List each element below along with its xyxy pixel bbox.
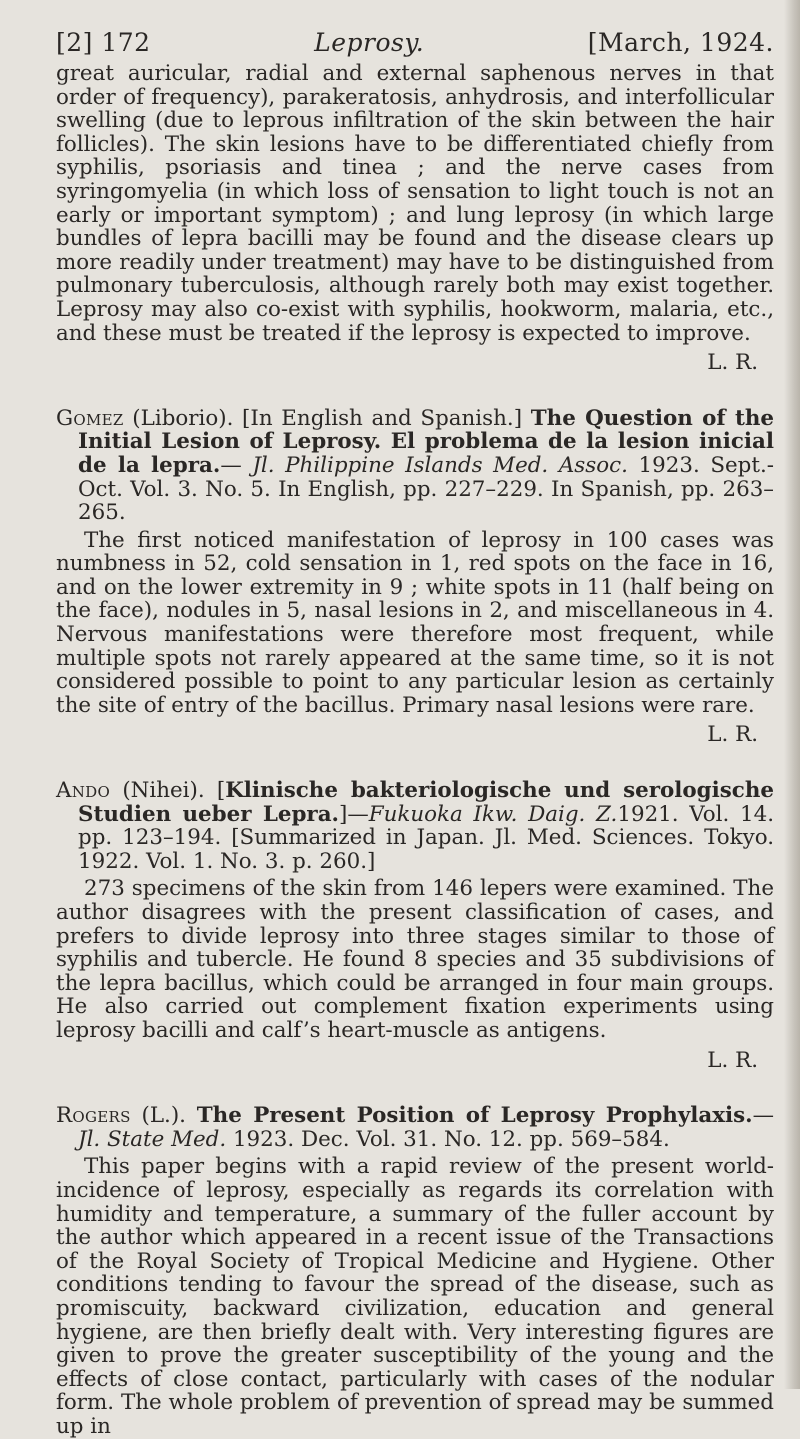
journal-separator: ]— xyxy=(339,801,369,827)
abstract-entry-ando xyxy=(56,779,774,1072)
article-title: Klinische bakteriologische und serologische Studien ueber Lepra. xyxy=(78,778,774,827)
reviewer-signature: L. R. xyxy=(707,350,758,376)
journal-separator: — xyxy=(220,452,253,478)
publication-details: 1923. Sept.-Oct. Vol. 3. No. 5. In English, pp. 227–229. In Spanish, pp. 263–265. xyxy=(78,452,774,526)
abstract-entry-rogers xyxy=(56,1104,774,1438)
citation xyxy=(56,407,774,525)
abstract-text: The first noticed manifestation of leprosy in 100 cases was numbness in 52, cold sensation in 1, red spots on the face in 16, and on the lower extremity in 9 ; white spots in 11 (half being on the face), nodules in 5, nasal lesions in 2, and miscellaneous in 4. Nervous manifestations were therefore most frequent, while multiple spots not rarely appeared at the same time, so it is not considered possible to point to any particular lesion as certainly the site of entry of the bacillus. Primary nasal lesions were rare. xyxy=(56,527,774,718)
author-details: (L.). xyxy=(130,1103,197,1129)
abstract-entry-gomez xyxy=(56,407,774,747)
reviewer-signature: L. R. xyxy=(707,1047,758,1073)
citation xyxy=(56,1104,774,1151)
abstract-text: This paper begins with a rapid review of the present world-incidence of leprosy, especially as regards its correlation with humidity and temperature, a summary of the fuller account by the author which appeared in a recent issue of the Transactions of the Royal Society of Tropical Medicine and Hygiene. Other conditions tending to favour the spread of the disease, such as promiscuity, backward civilization, education and general hygiene, are then briefly dealt with. Very interesting figures are given to prove the greater susceptibility of the young and the effects of close contact, particularly with cases of the nodular form. The whole problem of prevention of spread may be summed up in xyxy=(56,1154,774,1439)
abstract-text: 273 specimens of the skin from 146 lepers were examined. The author disagrees with the present classification of cases, and prefers to divide leprosy into three stages similar to those of syphilis and tubercle. He found 8 species and 35 subdivisions of the lepra bacillus, which could be arranged in four main groups. He also carried out complement fixation experiments using leprosy bacilli and calf’s heart-muscle as antigens. xyxy=(56,876,774,1043)
reviewer-signature: L. R. xyxy=(707,722,758,748)
section-title: Leprosy. xyxy=(314,28,425,57)
page-edge-shadow xyxy=(784,0,800,1389)
article-title: The Question of the Initial Lesion of Leprosy. El problema de la lesion inicial de la lepra. xyxy=(78,405,774,478)
publication-details: 1921. Vol. 14. pp. 123–194. [Summarized in Japan. Jl. Med. Sciences. Tokyo. 1922. Vol. 1. No. 3. p. 260.] xyxy=(78,801,775,874)
author-details: (Liborio). [In English and Spanish.] xyxy=(123,405,531,431)
journal-page xyxy=(56,28,774,1438)
journal-name: Jl. Philippine Islands Med. Assoc. xyxy=(252,452,628,478)
journal-name: Fukuoka Ikw. Daig. Z. xyxy=(368,801,618,827)
author-name: Gomez xyxy=(56,405,124,431)
page-number: [2] 172 xyxy=(56,28,151,57)
publication-details: 1923. Dec. Vol. 31. No. 12. pp. 569–584. xyxy=(226,1126,670,1152)
article-title: The Present Position of Leprosy Prophylaxis. xyxy=(196,1103,753,1129)
running-head xyxy=(56,28,774,62)
citation xyxy=(56,779,774,873)
journal-name: Jl. State Med. xyxy=(78,1126,227,1152)
journal-separator: — xyxy=(752,1103,774,1129)
author-name: Rogers xyxy=(56,1103,131,1129)
author-details: (Nihei). [ xyxy=(110,778,226,804)
author-name: Ando xyxy=(56,778,111,804)
continued-abstract: great auricular, radial and external saphenous nerves in that order of frequency), parakeratosis, anhydrosis, and interfollicular swelling (due to leprous infiltration of the skin between the hair follicles). The skin lesions have to be differentiated chiefly from syphilis, psoriasis and tinea ; and the nerve cases from syringomyelia (in which loss of sensation to light touch is not an early or important symptom) ; and lung leprosy (in which large bundles of lepra bacilli may be found and the disease clears up more readily under treatment) may have to be distinguished from pulmonary tuberculosis, although rarely both may exist together. Leprosy may also co-exist with syphilis, hookworm, malaria, etc., and these must be treated if the leprosy is expected to improve. xyxy=(56,61,774,346)
issue-date: [March, 1924. xyxy=(587,28,774,57)
